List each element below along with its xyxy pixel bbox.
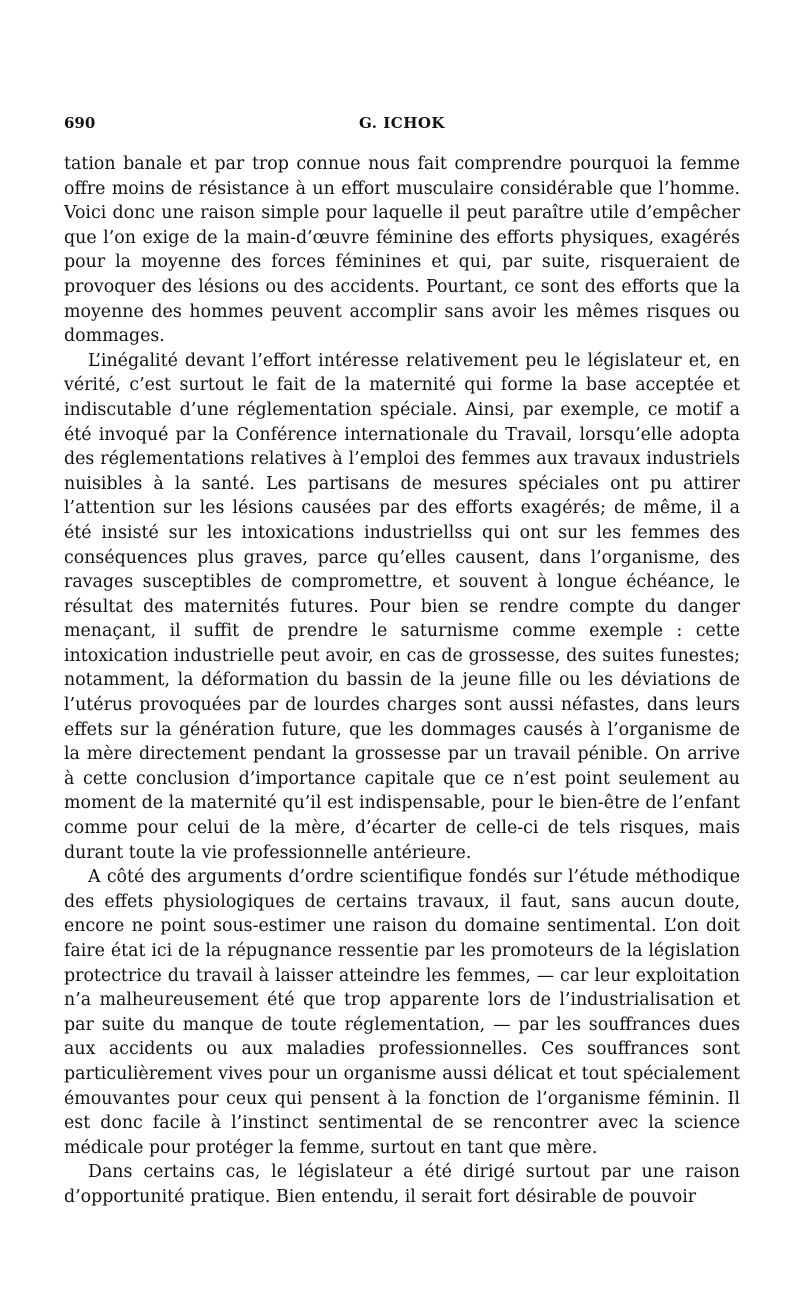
page-header <box>64 110 740 140</box>
paragraph: A côté des arguments d’ordre scientifique fondés sur l’étude méthodique des effets physiologiques de certains travaux, il faut, sans aucun doute, encore ne point sous-estimer une raison du domaine sentimental. L’on doit faire état ici de la répugnance ressentie par les promoteurs de la législation protectrice du travail à laisser atteindre les femmes, — car leur exploitation n’a malheureusement été que trop apparente lors de l’industrialisation et par suite du manque de toute réglementation, — par les souffrances dues aux accidents ou aux maladies professionnelles. Ces souffrances sont particulièrement vives pour un organisme aussi délicat et tout spécialement émouvantes pour ceux qui pensent à la fonction de l’organisme féminin. Il est donc facile à l’instinct sentimental de se rencontrer avec la science médicale pour protéger la femme, surtout en tant que mère. <box>64 867 740 1158</box>
paragraph: Dans certains cas, le législateur a été dirigé surtout par une raison d’opportunité pratique. Bien entendu, il serait fort désirable de pouvoir <box>64 1162 740 1207</box>
paragraph: L’inégalité devant l’effort intéresse relativement peu le législateur et, en vérité, c’est surtout le fait de la maternité qui forme la base acceptée et indiscutable d’une réglementation spéciale. Ainsi, par exemple, ce motif a été invoqué par la Conférence internationale du Travail, lorsqu’elle adopta des réglementations relatives à l’emploi des femmes aux travaux industriels nuisibles à la santé. Les partisans de mesures spéciales ont pu attirer l’attention sur les lésions causées par des efforts exagérés; de même, il a été insisté sur les intoxications industriellss qui ont sur les femmes des conséquences plus graves, parce qu’elles causent, dans l’organisme, des ravages susceptibles de compromettre, et souvent à longue échéance, le résultat des maternités futures. Pour bien se rendre compte du danger menaçant, il suffit de prendre le saturnisme comme exemple : cette intoxication industrielle peut avoir, en cas de grossesse, des suites funestes; notamment, la déformation du bassin de la jeune fille ou les déviations de l’utérus provoquées par de lourdes charges sont aussi néfastes, dans leurs effets sur la génération future, que les dommages causés à l’organisme de la mère directement pendant la grossesse par un travail pénible. On arrive à cette conclusion d’importance capitale que ce n’est point seulement au moment de la maternité qu’il est indispensable, pour le bien-être de l’enfant comme pour celui de la mère, d’écarter de celle-ci de tels risques, mais durant toute la vie professionnelle antérieure. <box>64 350 740 863</box>
running-head-author: G. ICHOK <box>359 114 445 132</box>
page-number: 690 <box>64 114 96 132</box>
paragraph-continued: tation banale et par trop connue nous fait comprendre pourquoi la femme offre moins de résistance à un effort musculaire considérable que l’homme. Voici donc une raison simple pour laquelle il peut paraître utile d’empêcher que l’on exige de la main-d’œuvre féminine des efforts physiques, exagérés pour la moyenne des forces féminines et qui, par suite, risqueraient de provoquer des lésions ou des accidents. Pourtant, ce sont des efforts que la moyenne des hommes peuvent accomplir sans avoir les mêmes risques ou dommages. <box>64 154 740 347</box>
book-page <box>64 110 740 1210</box>
body-text <box>64 152 740 1210</box>
